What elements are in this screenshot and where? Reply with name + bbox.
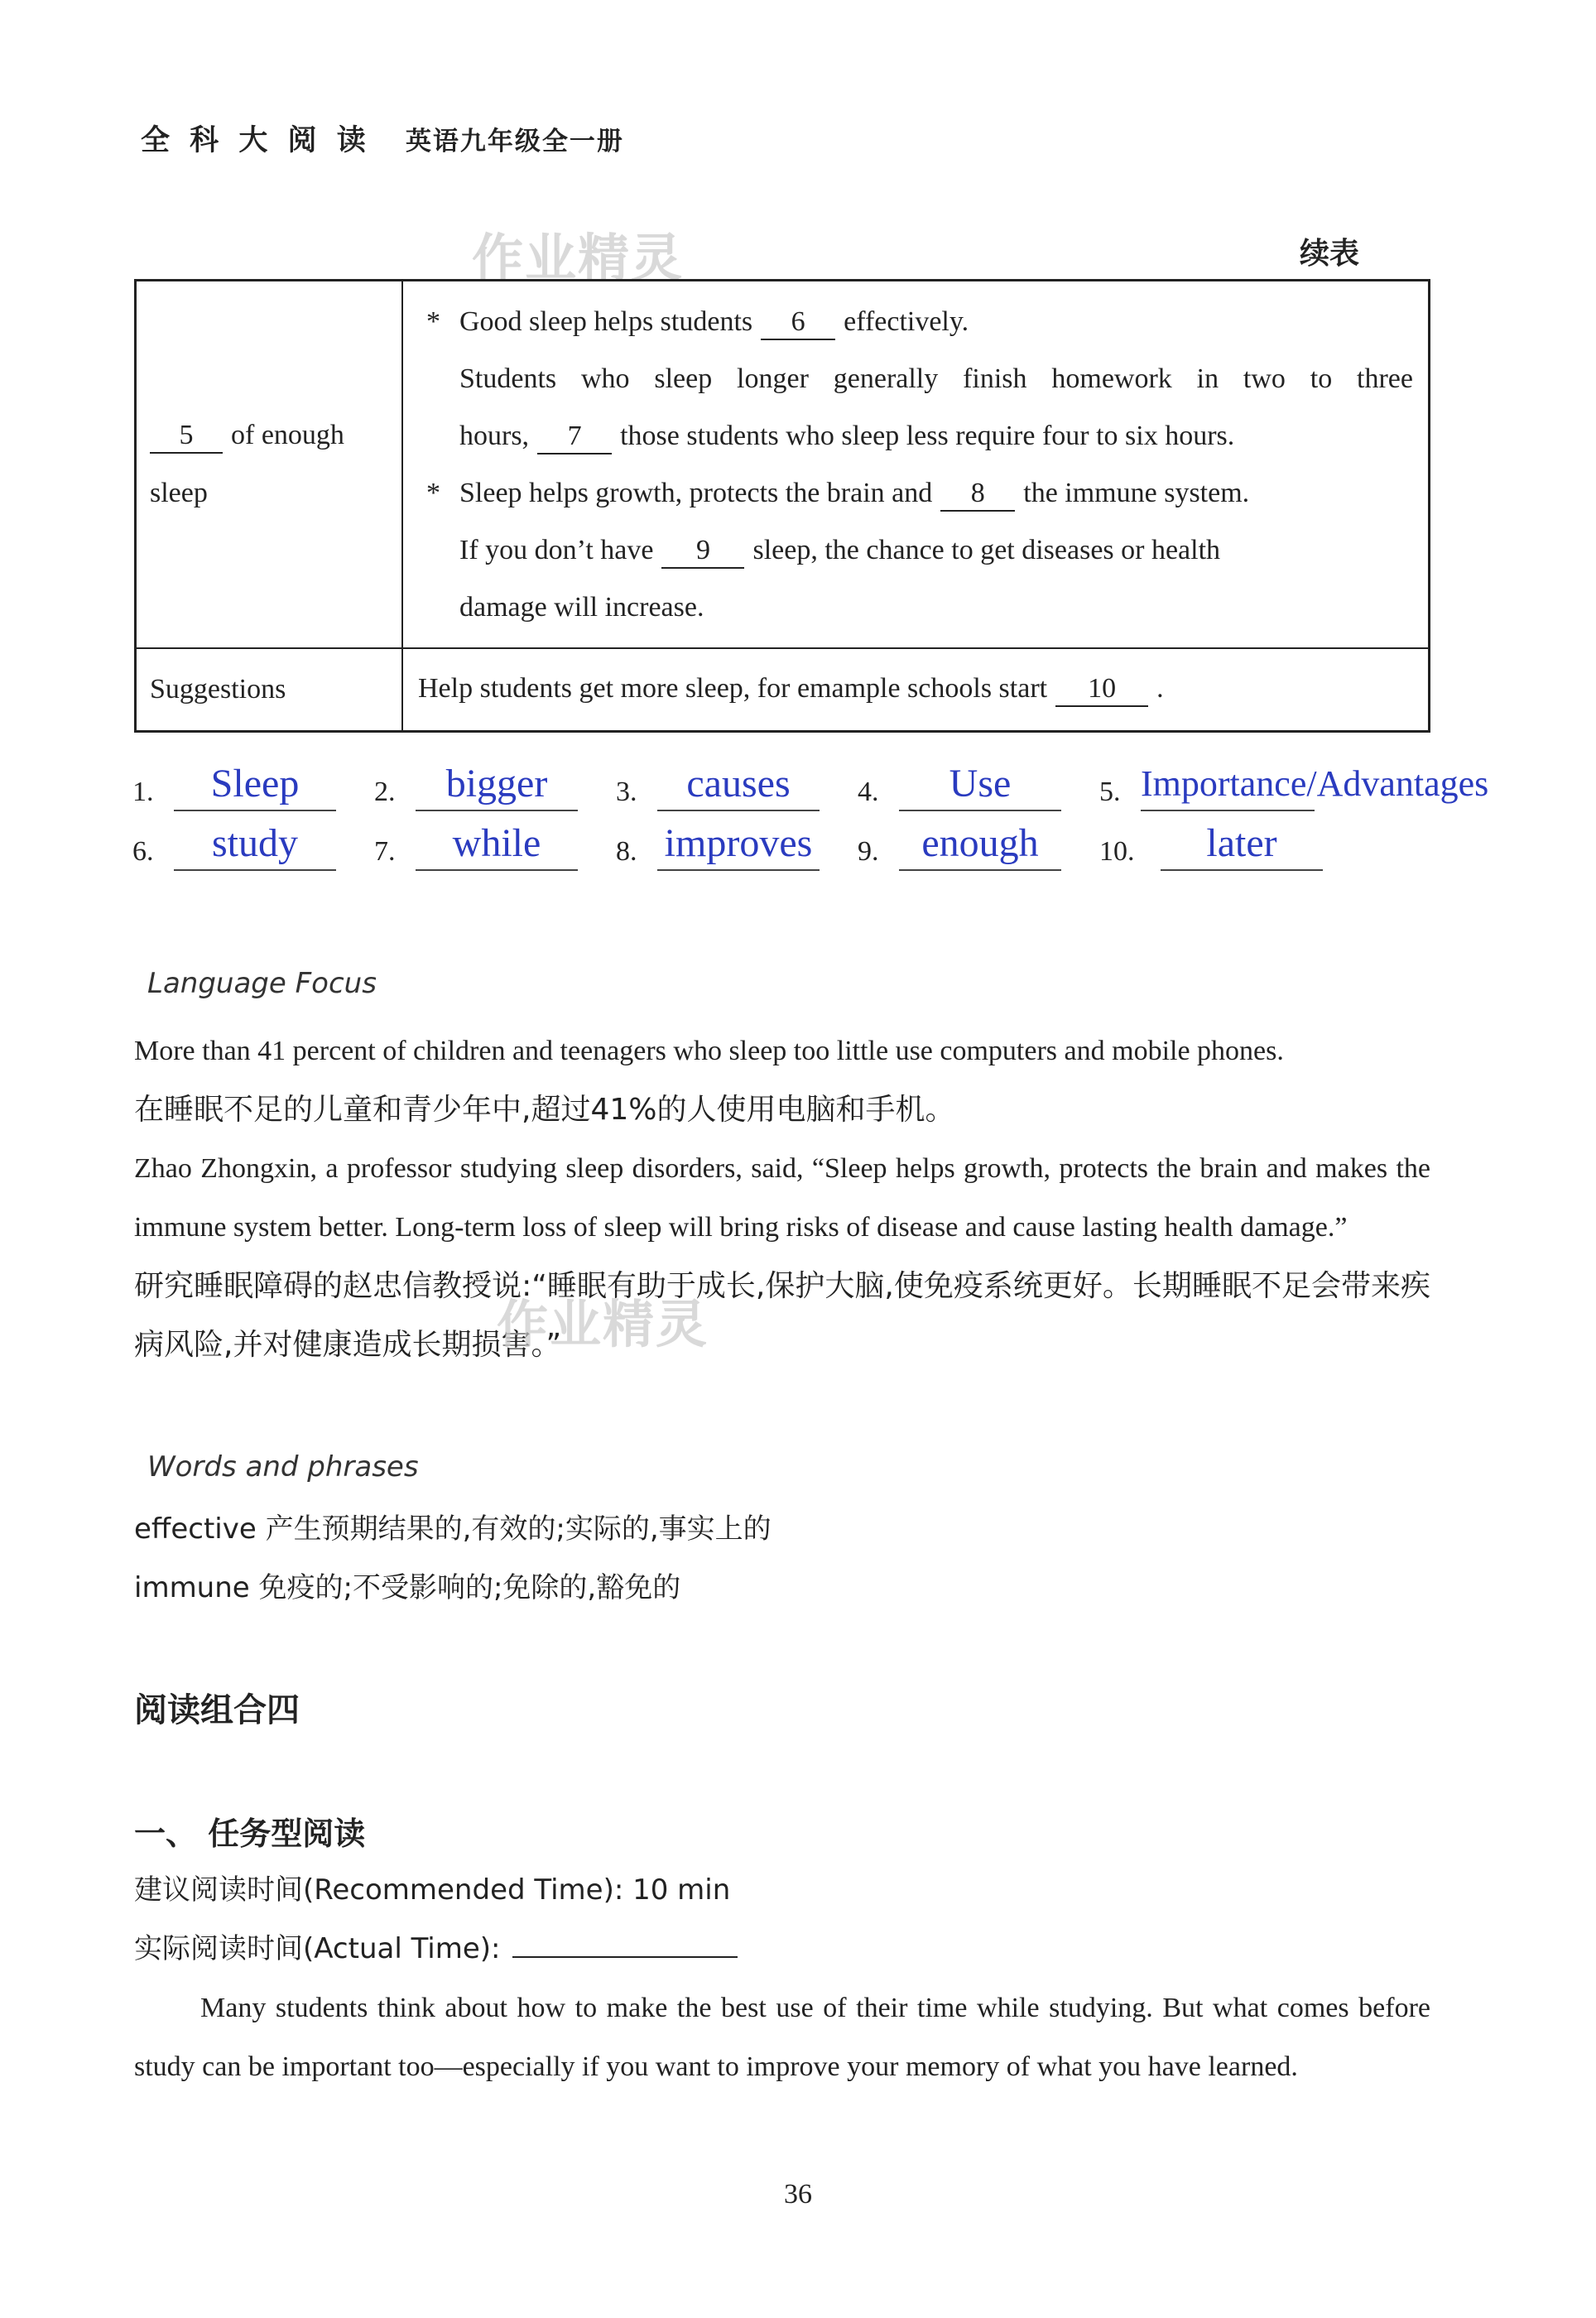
answer-number: 1. [132, 777, 154, 807]
table-row-benefits [136, 281, 1430, 649]
lf-paragraph-2-cn: 研究睡眠障碍的赵忠信教授说:“睡眠有助于成长,保护大脑,使免疫系统更好。长期睡眠不足会带来疾病风险,并对健康造成长期损害。” [134, 1269, 1430, 1362]
actual-time-label: 实际阅读时间(Actual Time): [134, 1932, 501, 1965]
suggestion-text-b: . [1156, 673, 1164, 704]
line-5a: If you don’t have [459, 535, 654, 565]
book-title: 全 科 大 阅 读 [141, 123, 371, 157]
reading-time-block [134, 1861, 1430, 2096]
line-4a: Sleep helps growth, protects the brain and [459, 478, 933, 508]
answer-number: 10. [1099, 836, 1135, 867]
answer-1 [132, 758, 374, 811]
blank-9: 9 [661, 534, 744, 569]
answer-row-1 [132, 758, 1489, 811]
actual-time-blank[interactable] [512, 1956, 738, 1958]
lf-paragraph-1: More than 41 percent of children and teenagers who sleep too little use computers and mobile phones. [134, 1036, 1284, 1066]
answer-8 [616, 818, 858, 871]
words-list [134, 1500, 1430, 1618]
answer-number: 7. [374, 836, 396, 867]
words-title: Words and phrases [147, 1450, 419, 1484]
answer-2 [374, 758, 616, 811]
line-3a: hours, [459, 421, 530, 451]
answer-4 [858, 758, 1099, 811]
answer-number: 8. [616, 836, 637, 867]
answer-value: Use [899, 758, 1061, 811]
answer-value: Sleep [174, 758, 336, 811]
answer-value: enough [899, 818, 1061, 871]
passage-paragraph: Many students think about how to make the best use of their time while studying. But what comes before study can be important too—especially if you want to improve your memory of what you have learned. [134, 1993, 1430, 2082]
bullet-star: * [426, 478, 440, 508]
row-header-suggestions: Suggestions [136, 648, 403, 732]
answer-5 [1099, 758, 1489, 811]
answer-9 [858, 818, 1099, 871]
answer-value: Importance/Advantages [1141, 758, 1315, 811]
line-6: damage will increase. [459, 592, 704, 623]
book-header [141, 118, 624, 159]
language-focus-title: Language Focus [147, 967, 377, 1000]
answer-number: 9. [858, 836, 879, 867]
blank-5: 5 [150, 419, 223, 454]
line-2: Students who sleep longer generally finish homework in two to three [459, 363, 1413, 394]
page-number: 36 [784, 2179, 812, 2210]
line-4b: the immune system. [1023, 478, 1250, 508]
section-title: 阅读组合四 [134, 1691, 300, 1729]
book-subtitle: 英语九年级全一册 [405, 127, 624, 156]
continued-label: 续表 [1300, 237, 1360, 271]
table-row-suggestions [136, 648, 1430, 732]
recommended-time: 建议阅读时间(Recommended Time): 10 min [134, 1873, 731, 1907]
blank-10: 10 [1055, 672, 1148, 707]
answer-value: improves [657, 818, 820, 871]
blank-8: 8 [940, 477, 1015, 512]
answer-value: bigger [416, 758, 578, 811]
answer-7 [374, 818, 616, 871]
task-reading-title: 一、 任务型阅读 [134, 1815, 366, 1852]
answer-value: causes [657, 758, 820, 811]
actual-time [134, 1920, 1430, 1979]
answer-6 [132, 818, 374, 871]
suggestions-content [402, 648, 1430, 732]
answer-value: study [174, 818, 336, 871]
answer-3 [616, 758, 858, 811]
watermark-top: 作业精灵 [472, 228, 685, 288]
lf-paragraph-2: Zhao Zhongxin, a professor studying sleep disorders, said, “Sleep helps growth, protects the brain and makes the immune system better. Long-term loss of sleep will bring risks of disease and cause lasting health damage.” [134, 1153, 1430, 1243]
line-5b: sleep, the chance to get diseases or health [752, 535, 1221, 565]
line-3b: those students who sleep less require four to six hours. [620, 421, 1235, 451]
answer-number: 4. [858, 777, 879, 807]
answer-row-2 [132, 818, 1341, 871]
suggestion-text-a: Help students get more sleep, for emample schools start [418, 673, 1048, 704]
answer-value: later [1161, 818, 1323, 871]
answer-number: 6. [132, 836, 154, 867]
language-focus-content [134, 1022, 1430, 1374]
watermark-middle: 作业精灵 [497, 1294, 709, 1354]
answer-value: while [416, 818, 578, 871]
blank-6: 6 [761, 305, 835, 340]
benefits-content [402, 281, 1430, 649]
blank-7: 7 [537, 420, 612, 454]
row-header-benefits [136, 281, 403, 649]
answer-number: 3. [616, 777, 637, 807]
word-immune: immune 免疫的;不受影响的;免除的,豁免的 [134, 1571, 681, 1604]
row-header-text-b: sleep [150, 478, 208, 508]
line-1b: effectively. [844, 306, 969, 337]
answer-10 [1099, 818, 1341, 871]
line-1a: Good sleep helps students [459, 306, 753, 337]
lf-paragraph-1-cn: 在睡眠不足的儿童和青少年中,超过41%的人使用电脑和手机。 [134, 1093, 955, 1127]
reading-table [134, 279, 1430, 733]
row-header-text-a: of enough [231, 420, 344, 450]
bullet-star: * [426, 306, 440, 337]
answer-number: 2. [374, 777, 396, 807]
answer-number: 5. [1099, 777, 1121, 807]
word-effective: effective 产生预期结果的,有效的;实际的,事实上的 [134, 1512, 772, 1546]
